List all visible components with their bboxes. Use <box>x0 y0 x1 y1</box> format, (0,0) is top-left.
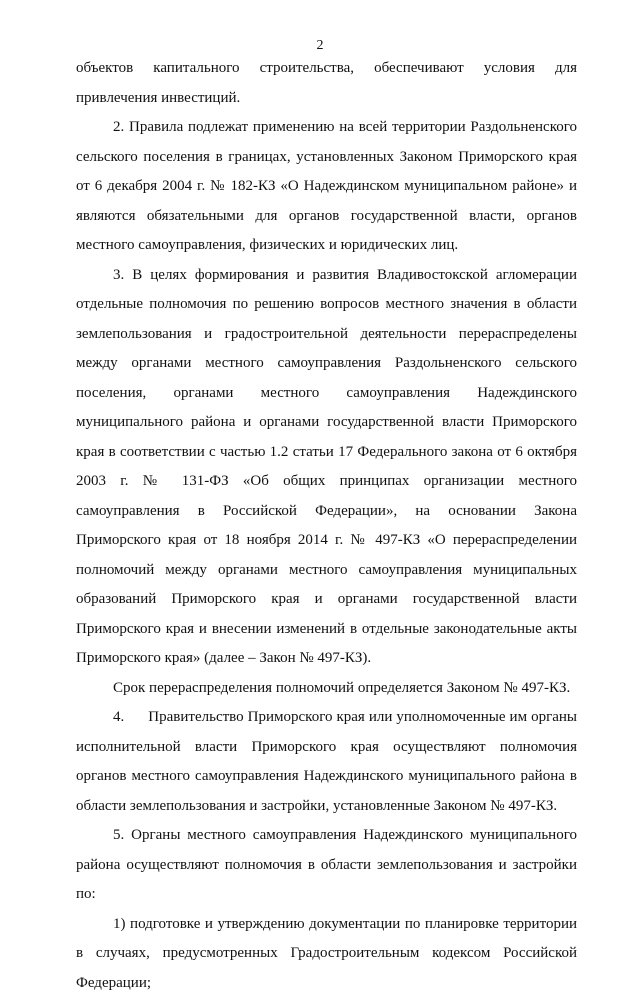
document-body <box>76 54 577 998</box>
paragraph-item-5: 5. Органы местного самоуправления Надеждинского муниципального района осуществляют полномочия в области землепользования и застройки по: <box>76 821 577 910</box>
paragraph-item-3: 3. В целях формирования и развития Владивостокской агломерации отдельные полномочия по решению вопросов местного значения в области землепользования и градостроительной деятельности перераспределены между органами местного самоуправления Раздольненского сельского поселения, органами местного самоуправления Надеждинского муниципального района и органами государственной власти Приморского края в соответствии с частью 1.2 статьи 17 Федерального закона от 6 октября 2003 г. № 131-ФЗ «Об общих принципах организации местного самоуправления в Российской Федерации», на основании Закона Приморского края от 18 ноября 2014 г. № 497-КЗ «О перераспределении полномочий между органами местного самоуправления муниципальных образований Приморского края и органами государственной власти Приморского края и внесении изменений в отдельные законодательные акты Приморского края» (далее – Закон № 497-КЗ). <box>76 261 577 674</box>
paragraph-continuation: объектов капитального строительства, обеспечивают условия для привлечения инвестиций. <box>76 54 577 113</box>
page-number: 2 <box>0 38 640 54</box>
paragraph-item-2: 2. Правила подлежат применению на всей территории Раздольненского сельского поселения в границах, установленных Законом Приморского края от 6 декабря 2004 г. № 182-КЗ «О Надеждинском муниципальном районе» и являются обязательными для органов государственной власти, органов местного самоуправления, физических и юридических лиц. <box>76 113 577 261</box>
paragraph-item-4: 4. Правительство Приморского края или уполномоченные им органы исполнительной власти Приморского края осуществляют полномочия органов местного самоуправления Надеждинского муниципального района в области землепользования и застройки, установленные Законом № 497-КЗ. <box>76 703 577 821</box>
paragraph-subitem-1: 1) подготовке и утверждению документации по планировке территории в случаях, предусмотренных Градостроительным кодексом Российской Федерации; <box>76 910 577 998</box>
paragraph-term: Срок перераспределения полномочий определяется Законом № 497-КЗ. <box>76 674 577 704</box>
